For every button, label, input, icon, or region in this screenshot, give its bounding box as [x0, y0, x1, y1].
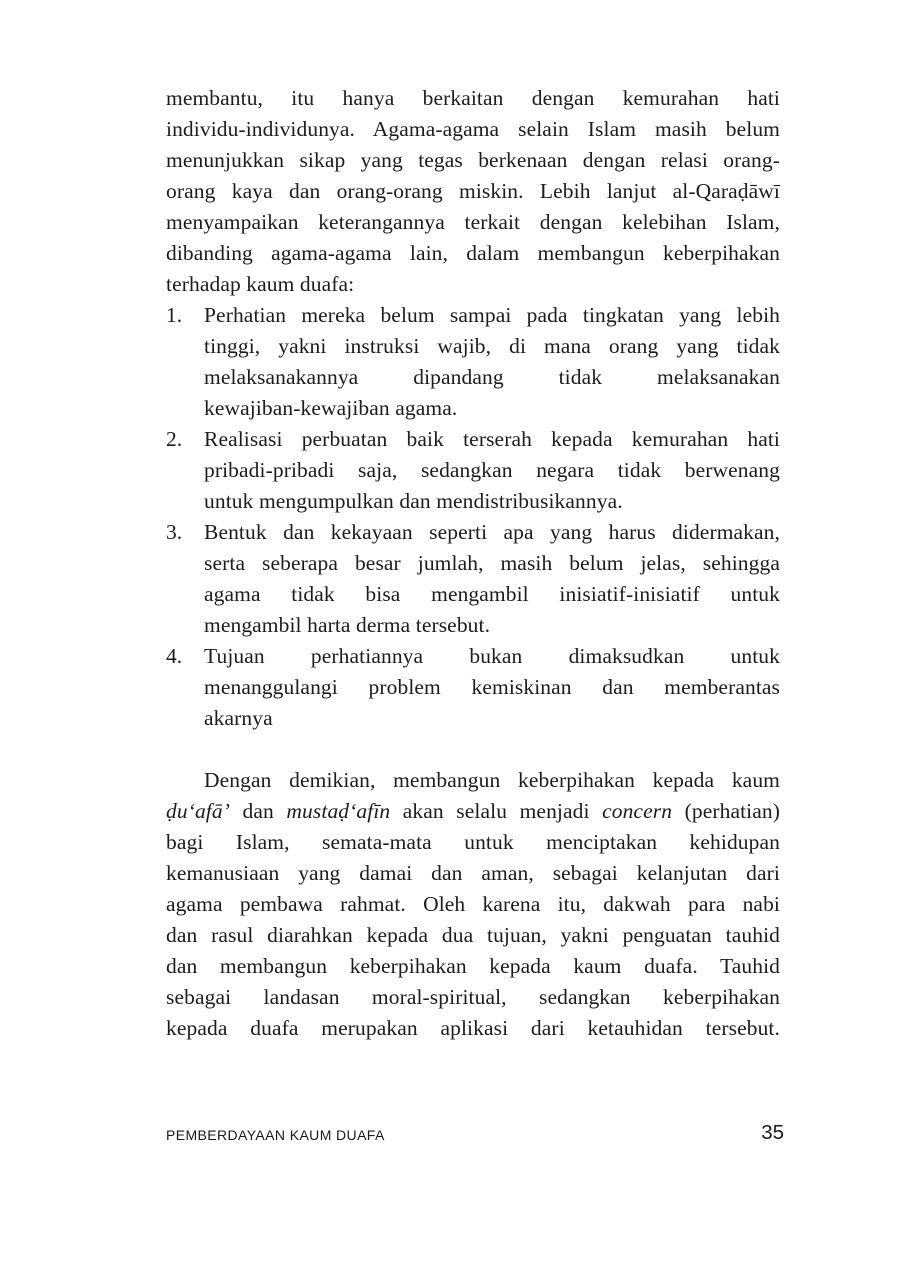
- list-item-text: [204, 641, 780, 734]
- text-line: Dengan demikian, membangun keberpihakan kepada kaum: [204, 768, 780, 792]
- italic-term: mustaḍ‘afīn: [286, 799, 391, 823]
- text-line: individu-individunya. Agama-agama selain Islam masih belum: [166, 117, 780, 141]
- text-segment: dan: [230, 799, 287, 823]
- page-footer: [166, 1121, 784, 1145]
- text-line: agama tidak bisa mengambil inisiatif-inisiatif untuk: [204, 582, 780, 606]
- paragraph-intro: [166, 83, 780, 300]
- text-line: terhadap kaum duafa:: [166, 272, 355, 296]
- text-segment: akan selalu menjadi: [390, 799, 603, 823]
- list-item-text: [204, 300, 780, 424]
- text-line: [166, 796, 780, 827]
- list-item-text: [204, 424, 780, 517]
- list-item-number: 3.: [166, 520, 183, 544]
- list-item: [166, 300, 780, 424]
- text-line: menanggulangi problem kemiskinan dan memberantas: [204, 675, 780, 699]
- paragraph-closing: [166, 765, 780, 1044]
- text-line: menunjukkan sikap yang tegas berkenaan dengan relasi orang-: [166, 148, 780, 172]
- list-item-number: 2.: [166, 427, 183, 451]
- body-text: [166, 83, 780, 1044]
- text-line: kemanusiaan yang damai dan aman, sebagai kelanjutan dari: [166, 861, 780, 885]
- italic-term: concern: [602, 799, 673, 823]
- text-line: Tujuan perhatiannya bukan dimaksudkan untuk: [204, 644, 780, 668]
- running-title: PEMBERDAYAAN KAUM DUAFA: [166, 1127, 385, 1143]
- text-line: menyampaikan keterangannya terkait dengan kelebihan Islam,: [166, 210, 780, 234]
- text-line: Realisasi perbuatan baik terserah kepada kemurahan hati: [204, 427, 780, 451]
- text-segment: (perhatian): [672, 799, 780, 823]
- text-line: sebagai landasan moral-spiritual, sedangkan keberpihakan: [166, 985, 780, 1009]
- text-line: kepada duafa merupakan aplikasi dari ketauhidan tersebut.: [166, 1016, 780, 1040]
- text-line: melaksanakannya dipandang tidak melaksanakan: [204, 365, 780, 389]
- text-line: pribadi-pribadi saja, sedangkan negara tidak berwenang: [204, 458, 780, 482]
- list-item: [166, 517, 780, 641]
- text-line: bagi Islam, semata-mata untuk menciptakan kehidupan: [166, 830, 780, 854]
- text-line: untuk mengumpulkan dan mendistribusikannya.: [204, 489, 623, 513]
- text-line: serta seberapa besar jumlah, masih belum jelas, sehingga: [204, 551, 780, 575]
- numbered-list: [166, 300, 780, 734]
- text-line: Perhatian mereka belum sampai pada tingkatan yang lebih: [204, 303, 780, 327]
- text-line: agama pembawa rahmat. Oleh karena itu, dakwah para nabi: [166, 892, 780, 916]
- text-line: mengambil harta derma tersebut.: [204, 613, 491, 637]
- text-line: Bentuk dan kekayaan seperti apa yang harus didermakan,: [204, 520, 780, 544]
- list-item-number: 1.: [166, 303, 183, 327]
- list-item-text: [204, 517, 780, 641]
- text-line: membantu, itu hanya berkaitan dengan kemurahan hati: [166, 86, 780, 110]
- text-line: orang kaya dan orang-orang miskin. Lebih lanjut al-Qaraḍāwī: [166, 179, 780, 203]
- text-line: kewajiban-kewajiban agama.: [204, 396, 458, 420]
- text-line: tinggi, yakni instruksi wajib, di mana orang yang tidak: [204, 334, 780, 358]
- italic-term: ḍu‘afā’: [166, 799, 230, 823]
- page-number: 35: [761, 1121, 784, 1144]
- list-item: [166, 641, 780, 734]
- text-line: dan rasul diarahkan kepada dua tujuan, yakni penguatan tauhid: [166, 923, 780, 947]
- text-line: dan membangun keberpihakan kepada kaum duafa. Tauhid: [166, 954, 780, 978]
- list-item-number: 4.: [166, 644, 183, 668]
- list-item: [166, 424, 780, 517]
- text-line: dibanding agama-agama lain, dalam membangun keberpihakan: [166, 241, 780, 265]
- text-line: akarnya: [204, 706, 273, 730]
